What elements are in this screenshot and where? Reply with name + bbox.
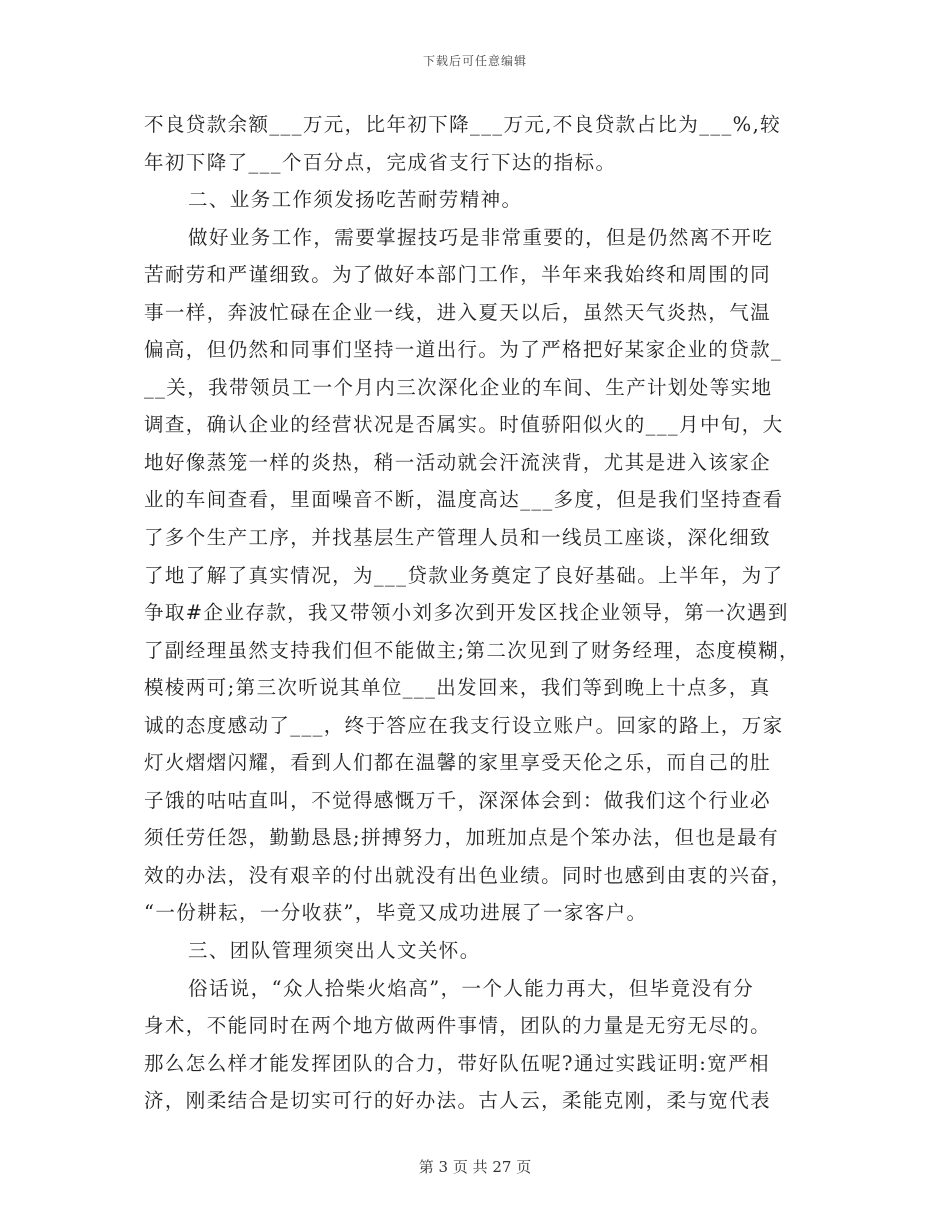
paragraph-first-line: 俗话说，“众人拾柴火焰高”，一个人能力再大，但毕竟没有分 — [188, 976, 755, 1000]
text-line: __关，我带领员工一个月内三次深化企业的车间、生产计划处等实地 — [144, 375, 773, 399]
text-line: 调查，确认企业的经营状况是否属实。时值骄阳似火的___月中旬，大 — [144, 413, 784, 437]
paragraph-first-line: 做好业务工作，需要掌握技巧是非常重要的，但是仍然离不开吃 — [188, 225, 774, 249]
text-line: 不良贷款余额___万元，比年初下降___万元,不良贷款占比为___%,较 — [144, 113, 782, 136]
text-line: 业的车间查看，里面噪音不断，温度高达___多度，但是我们坚持查看 — [144, 488, 784, 512]
text-line: 年初下降了___个百分点，完成省支行下达的指标。 — [144, 150, 617, 174]
document-body — [144, 106, 806, 1120]
text-line: 身术，不能同时在两个地方做两件事情，团队的力量是无穷无尽的。 — [144, 1014, 772, 1038]
text-line: 那么怎么样才能发挥团队的合力，带好队伍呢?通过实践证明:宽严相 — [144, 1051, 770, 1075]
text-line: 了多个生产工序，并找基层生产管理人员和一线员工座谈，深化细致 — [144, 526, 772, 550]
text-line: 子饿的咕咕直叫，不觉得感慨万千，深深体会到：做我们这个行业必 — [144, 788, 772, 812]
text-line: 效的办法，没有艰辛的付出就没有出色业绩。同时也感到由衷的兴奋， — [144, 863, 792, 887]
text-line: 争取#企业存款，我又带领小刘多次到开发区找企业领导，第一次遇到 — [144, 601, 789, 625]
text-line: 须任劳任怨，勤勤恳恳;拼搏努力，加班加点是个笨办法，但也是最有 — [144, 826, 779, 850]
text-line: 苦耐劳和严谨细致。为了做好本部门工作，半年来我始终和周围的同 — [144, 263, 772, 287]
section-heading: 三、团队管理须突出人文关怀。 — [188, 939, 481, 963]
section-heading: 二、业务工作须发扬吃苦耐劳精神。 — [188, 188, 523, 212]
text-line: 地好像蒸笼一样的炎热，稍一活动就会汗流浃背，尤其是进入该家企 — [144, 450, 772, 474]
text-line: 模棱两可;第三次听说其单位___出发回来，我们等到晚上十点多，真 — [144, 676, 771, 700]
text-line: 了地了解了真实情况，为___贷款业务奠定了良好基础。上半年，为了 — [144, 563, 784, 587]
text-line: 事一样，奔波忙碌在企业一线，进入夏天以后，虽然天气炎热，气温 — [144, 300, 772, 324]
text-line: 灯火熠熠闪耀，看到人们都在温馨的家里享受天伦之乐，而自己的肚 — [144, 751, 772, 775]
page-header: 下载后可任意编辑 — [422, 54, 527, 68]
text-line: 济，刚柔结合是切实可行的好办法。古人云，柔能克刚，柔与宽代表 — [144, 1089, 772, 1113]
page-number-footer: 第 3 页 共 27 页 — [418, 1158, 532, 1176]
text-line: 诚的态度感动了___，终于答应在我支行设立账户。回家的路上，万家 — [144, 713, 784, 737]
text-line: “一份耕耘，一分收获”，毕竟又成功进展了一家客户。 — [144, 901, 648, 925]
text-line: 偏高，但仍然和同事们坚持一道出行。为了严格把好某家企业的贷款_ — [144, 338, 783, 362]
text-line: 了副经理虽然支持我们但不能做主;第二次见到了财务经理，态度模糊， — [144, 638, 800, 662]
